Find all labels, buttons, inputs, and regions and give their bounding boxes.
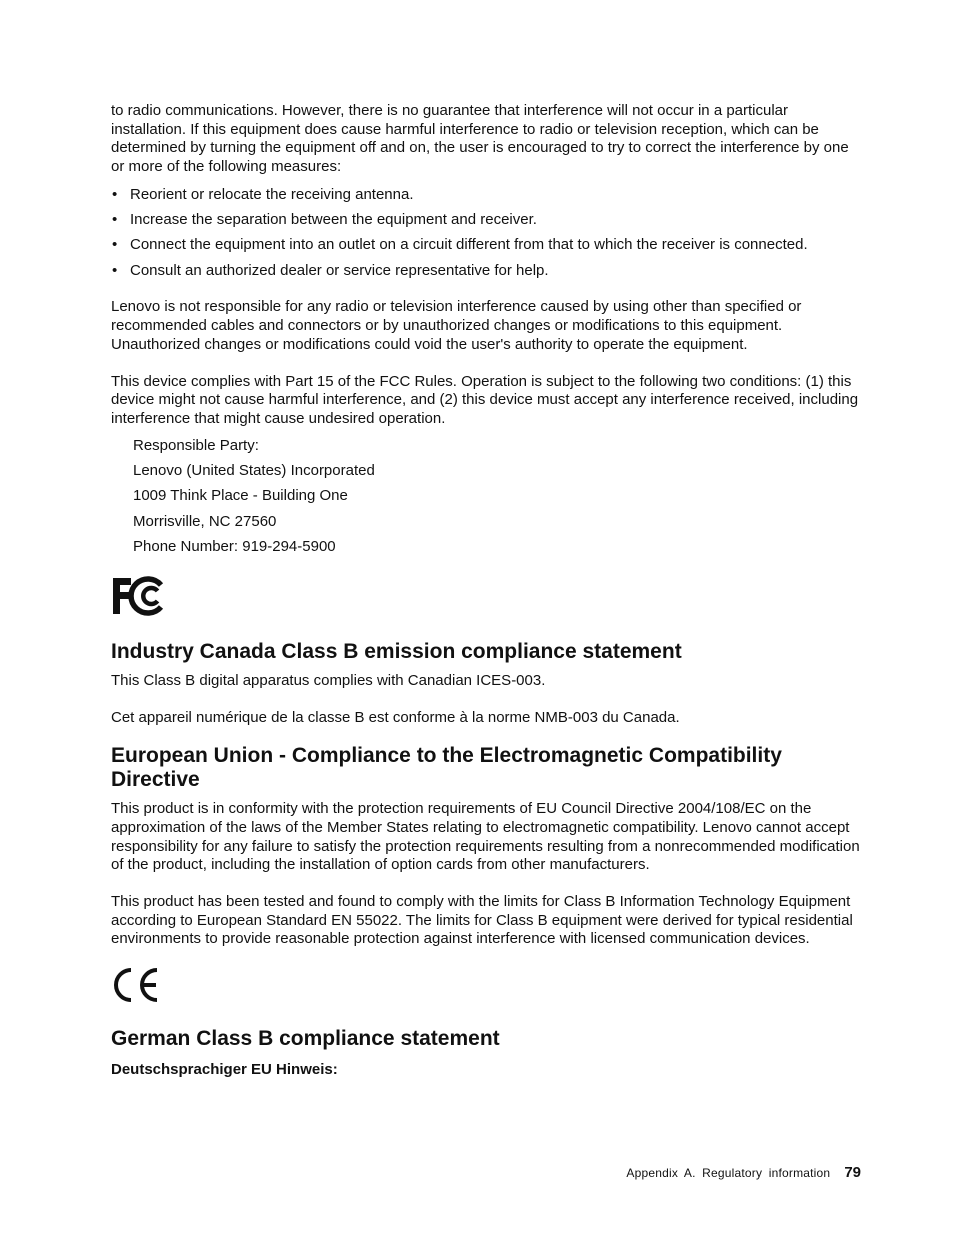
list-item: • Increase the separation between the equipment and receiver. <box>111 211 863 230</box>
measures-list <box>111 186 863 281</box>
responsible-party-phone: Phone Number: 919-294-5900 <box>133 537 336 555</box>
canada-heading: Industry Canada Class B emission compliance statement <box>111 639 682 663</box>
lenovo-responsibility-paragraph: Lenovo is not responsible for any radio or television interference caused by using other than specified or recommended cables and connectors or by unauthorized changes or modifications to this equipment. Unauthorized changes or modifications could void the user's authority to operate the equipment. <box>111 298 802 353</box>
responsible-party-block <box>111 437 863 557</box>
footer-section-title: Appendix A. Regulatory information <box>626 1166 831 1180</box>
fcc-rules-paragraph: This device complies with Part 15 of the FCC Rules. Operation is subject to the following two conditions: (1) this device might not cause harmful interference, and (2) this device must accept any interference received, including interference that might cause undesired operation. <box>111 372 859 427</box>
responsible-party-company: Lenovo (United States) Incorporated <box>133 461 375 479</box>
list-item: • Consult an authorized dealer or service representative for help. <box>111 262 863 281</box>
responsible-party-street: 1009 Think Place - Building One <box>133 487 348 505</box>
intro-paragraph: to radio communications. However, there is no guarantee that interference will not occur in a particular installation. If this equipment does cause harmful interference to radio or television reception, which can be determined by turning the equipment off and on, the user is encouraged to try to correct the interference by one or more of the following measures: <box>111 102 849 176</box>
german-subheading: Deutschsprachiger EU Hinweis: <box>111 1060 338 1078</box>
responsible-party-label: Responsible Party: <box>133 436 259 454</box>
document-page <box>111 102 863 1080</box>
list-item: • Connect the equipment into an outlet on a circuit different from that to which the receiver is connected. <box>111 236 863 255</box>
german-heading: German Class B compliance statement <box>111 1026 500 1050</box>
eu-testing-paragraph: This product has been tested and found to comply with the limits for Class B Information Technology Equipment according to European Standard EN 55022. The limits for Class B equipment were derived for typical residential environments to provide reasonable protection against interference with licensed communication devices. <box>111 893 853 948</box>
eu-heading: European Union - Compliance to the Electromagnetic Compatibility Directive <box>111 744 782 792</box>
responsible-party-city: Morrisville, NC 27560 <box>133 512 277 530</box>
eu-conformity-paragraph: This product is in conformity with the protection requirements of EU Council Directive 2004/108/EC on the approximation of the laws of the Member States relating to electromagnetic compatibility. Lenovo cannot accept responsibility for any failure to satisfy the protection requirements resulting from a nonrecommended modification of the product, including the installation of option cards from other manufacturers. <box>111 800 860 874</box>
canada-french-statement: Cet appareil numérique de la classe B est conforme à la norme NMB-003 du Canada. <box>111 708 680 726</box>
ce-mark-icon <box>111 966 159 1004</box>
page-number: 79 <box>844 1164 861 1181</box>
page-footer <box>626 1163 861 1183</box>
fcc-logo-icon <box>111 576 165 616</box>
list-item: • Reorient or relocate the receiving antenna. <box>111 186 863 205</box>
canada-english-statement: This Class B digital apparatus complies with Canadian ICES-003. <box>111 671 546 689</box>
